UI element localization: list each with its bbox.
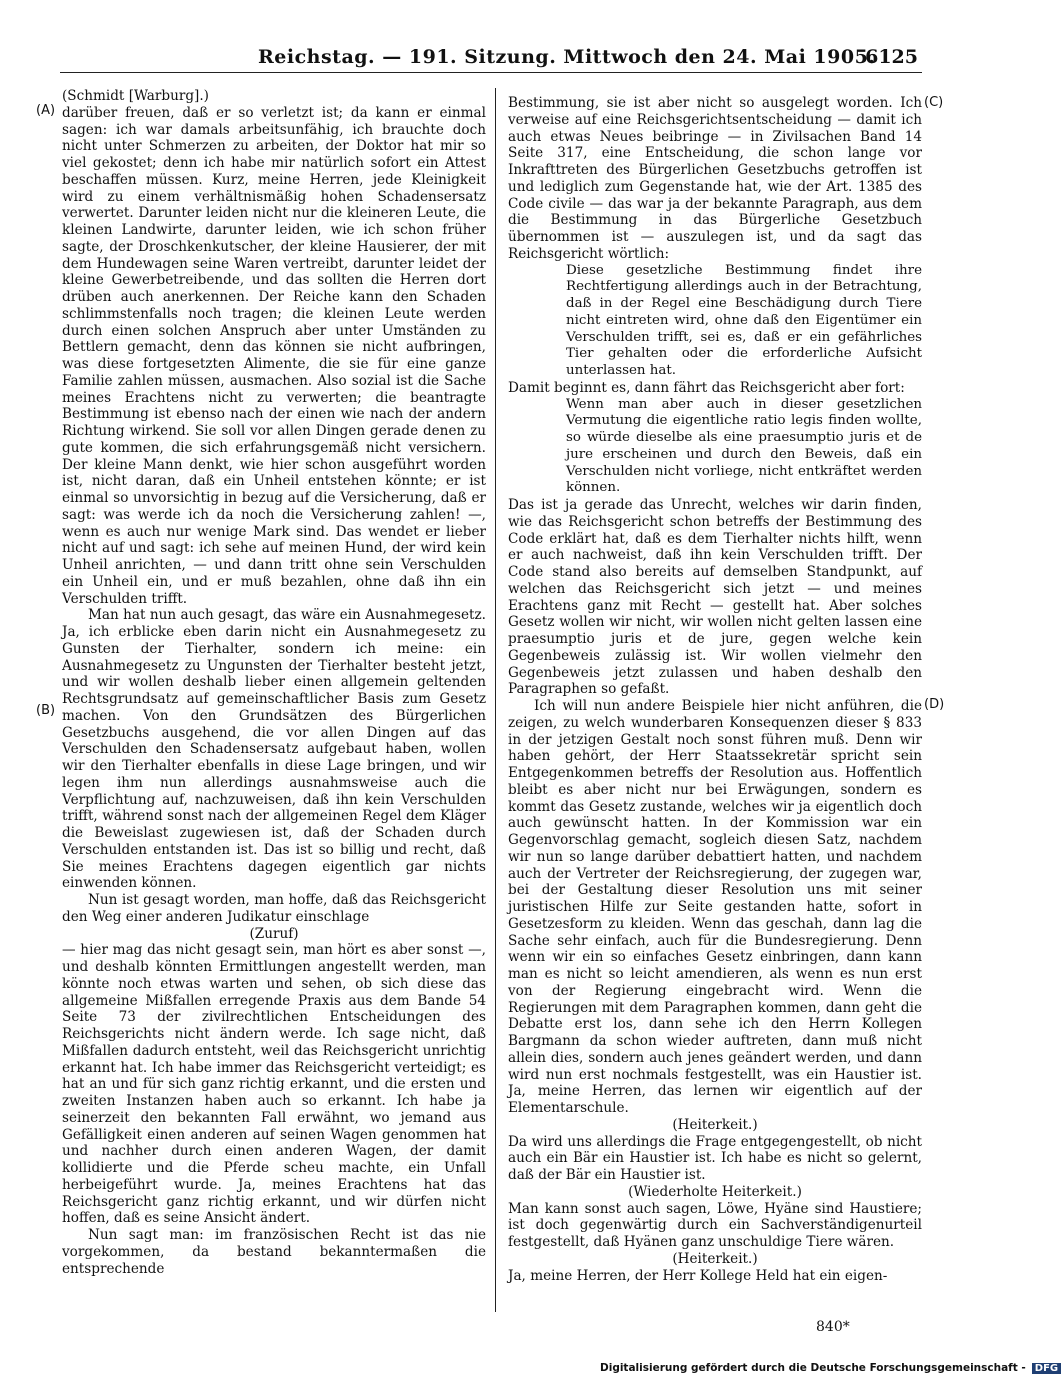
paragraph: Man hat nun auch gesagt, das wäre ein Ausnahmegesetz. Ja, ich erblicke eben darin nicht ein Ausnahmegesetz zu Gunsten der Tierhalter, sondern ich meine: ein Ausnahmegesetz zu Ungunsten der Tierhalter besteht jetzt, und wir wollen deshalb lieber einen allgemein geltenden Rechtsgrundsatz auf gemeinschaftlicher Basis zum Gesetz machen. Von den Grundsätzen des Bürgerlichen Gesetzbuchs ausgehend, die vor allen Dingen auf das Verschulden den Schadensersatz aufgebaut haben, wollen wir den Tierhalter ebenfalls in diese Lage bringen, und wir legen ihm nun allerdings ausnahmsweise auch die Verpflichtung auf, nachzuweisen, daß ihn kein Verschulden trifft, während sonst nach der allgemeinen Regel dem Kläger die Beweislast zugewiesen ist, daß der Schaden durch Verschulden entstanden ist. Das ist so billig und recht, daß Sie meines Erachtens dagegen eigentlich gar nichts einwenden können.: [62, 607, 486, 892]
sheet-number: 840*: [816, 1319, 850, 1335]
header-rule: [60, 72, 922, 73]
page-number: 6125: [865, 46, 918, 68]
interjection: (Heiterkeit.): [672, 1116, 758, 1133]
paragraph: Ich will nun andere Beispiele hier nicht anführen, die zeigen, zu welch wunderbaren Konsequenzen dieser § 833 in der jetzigen Gestalt noch sonst führen muß. Denn wir haben gehört, der Herr Staatssekretär spricht sein Entgegenkommen betreffs der Resolution aus. Hoffentlich bleibt es aber nicht nur bei Erwägungen, sondern es kommt das Gesetz zustande, welches wir ja eigentlich doch auch gewünscht hatten. In der Kommission war ein Gegenvorschlag gemacht, sogleich diesen Satz, nachdem wir nun so lange darüber debattiert hatten, und nachdem auch der Vertreter der Reichsregierung, der zugegen war, bei der Gestaltung dieser Resolution uns mit seiner juristischen Hilfe zur Seite gestanden hatte, sofort in Gesetzesform zu kleiden. Wenn das geschah, dann lag die Sache sehr einfach, auch für die Bundesregierung. Denn wenn wir ein so einfaches Gesetz einbringen, dann kann man es nicht so leicht amendieren, als wenn es nun erst von der Regierung eingebracht wird. Wenn die Regierungen mit dem Paragraphen kommen, dann geht die Debatte erst los, dann sehe ich den Herrn Kollegen Bargmann da schon wieder auftreten, dann muß nicht allein dies, sondern auch jenes geändert werden, und dann wird nun erst nochmals festgestellt, was ein Haustier ist. Ja, meine Herren, das lernen wir eigentlich auf der Elementarschule.: [508, 698, 922, 1116]
margin-marker-d: (D): [924, 697, 945, 712]
margin-marker-c: (C): [924, 95, 944, 110]
paragraph: Ja, meine Herren, der Herr Kollege Held hat ein eigen-: [508, 1267, 888, 1284]
paragraph: Damit beginnt es, dann fährt das Reichsgericht aber fort:: [508, 379, 905, 396]
paragraph: Da wird uns allerdings die Frage entgegengestellt, ob nicht auch ein Bär ein Haustier ist. Ich habe es nicht so gelernt, daß der Bär ein Haustier ist.: [508, 1133, 922, 1183]
left-column: [62, 88, 486, 1306]
margin-marker-a: (A): [36, 103, 56, 118]
paragraph: Man kann sonst auch sagen, Löwe, Hyäne sind Haustiere; ist doch gegenwärtig durch ein Sachverständigenurteil festgestellt, daß Hyänen ganz unschuldige Tiere wären.: [508, 1200, 922, 1250]
paragraph: Nun ist gesagt worden, man hoffe, daß das Reichsgericht den Weg einer anderen Judikatur einschlage: [62, 892, 486, 925]
page-header: [60, 44, 922, 72]
column-divider: [495, 88, 496, 1312]
dfg-logo: DFG: [1032, 1363, 1061, 1374]
footer-text: Digitalisierung gefördert durch die Deutsche Forschungsgemeinschaft -: [600, 1362, 1026, 1374]
running-title: Reichstag. — 191. Sitzung. Mittwoch den 24. Mai 1905.: [258, 46, 876, 68]
paragraph: Bestimmung, sie ist aber nicht so ausgelegt worden. Ich verweise auf eine Reichsgerichtsentscheidung — damit ich auch etwas Neues beibringe — in Zivilsachen Band 14 Seite 317, eine Entscheidung, die schon lange vor Inkrafttreten des Bürgerlichen Gesetzbuchs getroffen ist und lediglich zum Gegenstande hat, wie der Art. 1385 des Code civile — das war ja der bekannte Paragraph, aus dem die Bestimmung in das Bürgerliche Gesetzbuch übernommen ist — auszulegen ist, und da sagt das Reichsgericht wörtlich:: [508, 95, 922, 262]
margin-marker-b: (B): [36, 703, 56, 718]
paragraph: — hier mag das nicht gesagt sein, man hört es aber sonst —, und deshalb könnten Ermittlungen angestellt werden, man könnte noch etwas warten und sehen, ob sich diese das allgemeine Mißfallen erregende Praxis aus dem Bande 54 Seite 73 der zivilrechtlichen Entscheidungen des Reichsgerichts nicht ändern werde. Ich sage nicht, daß Mißfallen dadurch entsteht, weil das Reichsgericht unrichtig erkannt hat. Ich habe immer das Reichsgericht verteidigt; es hat an und für sich ganz richtig erkannt, und die ersten und zweiten Instanzen haben auch so erkannt. Ich habe ja seinerzeit den bekannten Fall erwähnt, wo jemand aus Gefälligkeit einen anderen auf seinen Wagen genommen hat und nachher durch einen anderen Wagen, der damit kollidierte und die Pferde scheu machte, ein Unfall herbeigeführt wurde. Ja, meines Erachtens hat das Reichsgericht ganz richtig erkannt, und wir dürfen nicht hoffen, daß es seine Ansicht ändert.: [62, 942, 486, 1227]
paragraph: Das ist ja gerade das Unrecht, welches wir darin finden, wie das Reichsgericht schon betreffs der Bestimmung des Code erklärt hat, daß es dem Tierhalter nichts hilft, wenn er auch nachweist, daß ihn kein Verschulden trifft. Der Code stand also bereits auf demselben Standpunkt, auf welchen das Reichsgericht sich jetzt — und meines Erachtens ganz mit Recht — gestellt hat. Aber solches Gesetz wollen wir nicht, wir wollen nicht gelten lassen eine praesumptio juris et de jure, gegen welche kein Gegenbeweis zulässig ist. Wir wollen vielmehr den Gegenbeweis jetzt zulassen und haben deshalb den Paragraphen so gefaßt.: [508, 497, 922, 698]
interjection: (Heiterkeit.): [672, 1250, 758, 1267]
speaker-label: (Schmidt [Warburg].): [62, 88, 209, 104]
interjection: (Wiederholte Heiterkeit.): [628, 1183, 802, 1200]
block-quote: Wenn man aber auch in dieser gesetzlichen Vermutung die eigentliche ratio legis finden wollte, so würde dieselbe als eine praesumptio juris et de jure erscheinen und durch den Beweis, daß ein Verschulden nicht vorliege, nicht entkräftet werden können.: [566, 396, 922, 496]
digitization-footer: [600, 1362, 1059, 1378]
interjection: (Zuruf): [249, 925, 299, 942]
right-column: [508, 95, 922, 1306]
paragraph: darüber freuen, daß er so verletzt ist; da kann er einmal sagen: ich war damals arbeitsunfähig, ich brauchte doch nicht unter Schmerzen zu arbeiten, der Doktor hat mir so viel gekostet; denn ich habe mir natürlich sofort ein Attest beschaffen müssen. Kurz, meine Herren, jede Kleinigkeit wird zu einem verhältnismäßig hohen Schadensersatz verwertet. Darunter leiden nicht nur die kleineren Leute, die kleinen Landwirte, darunter leiden, wie ich schon früher sagte, der Droschkenkutscher, der kleine Hausierer, der mit dem Hundewagen seine Waren vertreibt, darunter leidet der kleine Gewerbetreibende, und das sollten die Herren dort drüben auch anerkennen. Der Reiche kann den Schaden schlimmstenfalls noch tragen; die kleinen Leute werden durch einen solchen Anspruch aber unter Umständen zu Bettlern gemacht, denn das können sie nicht aufbringen, was diese fortgesetzten Alimente, die sie für eine ganze Familie zahlen müssen, ausmachen. Also sozial ist die Sache meines Erachtens nicht zu verwerten; die beantragte Bestimmung ist ebenso nach der einen wie nach der andern Richtung wirkend. Sie soll vor allen Dingen gerade denen zu gute kommen, die sich erfahrungsgemäß nicht versichern. Der kleine Mann denkt, wie hier schon ausgeführt worden ist, nicht daran, daß ein Unheil entstehen könnte; er ist einmal so unvorsichtig in bezug auf die Versicherung, daß er sagt: was werde ich da noch die Versicherung zahlen! —, wenn es auch nur wenige Mark sind. Das wendet er lieber nicht auf und sagt: ich sehe auf meinen Hund, der wird kein Unheil anrichten, — und dann tritt ohne sein Verschulden ein Unheil ein, und er muß bezahlen, ohne daß ihn ein Verschulden trifft.: [62, 104, 486, 607]
block-quote: Diese gesetzliche Bestimmung findet ihre Rechtfertigung allerdings auch in der Betrachtung, daß in der Regel eine Beschädigung durch Tiere nicht eintreten wird, ohne daß den Eigentümer ein Verschulden trifft, sei es, daß er ein gefährliches Tier gehalten oder die erforderliche Aufsicht unterlassen hat.: [566, 262, 922, 378]
paragraph: Nun sagt man: im französischen Recht ist das nie vorgekommen, da bestand bekanntermaßen die entsprechende: [62, 1227, 486, 1277]
